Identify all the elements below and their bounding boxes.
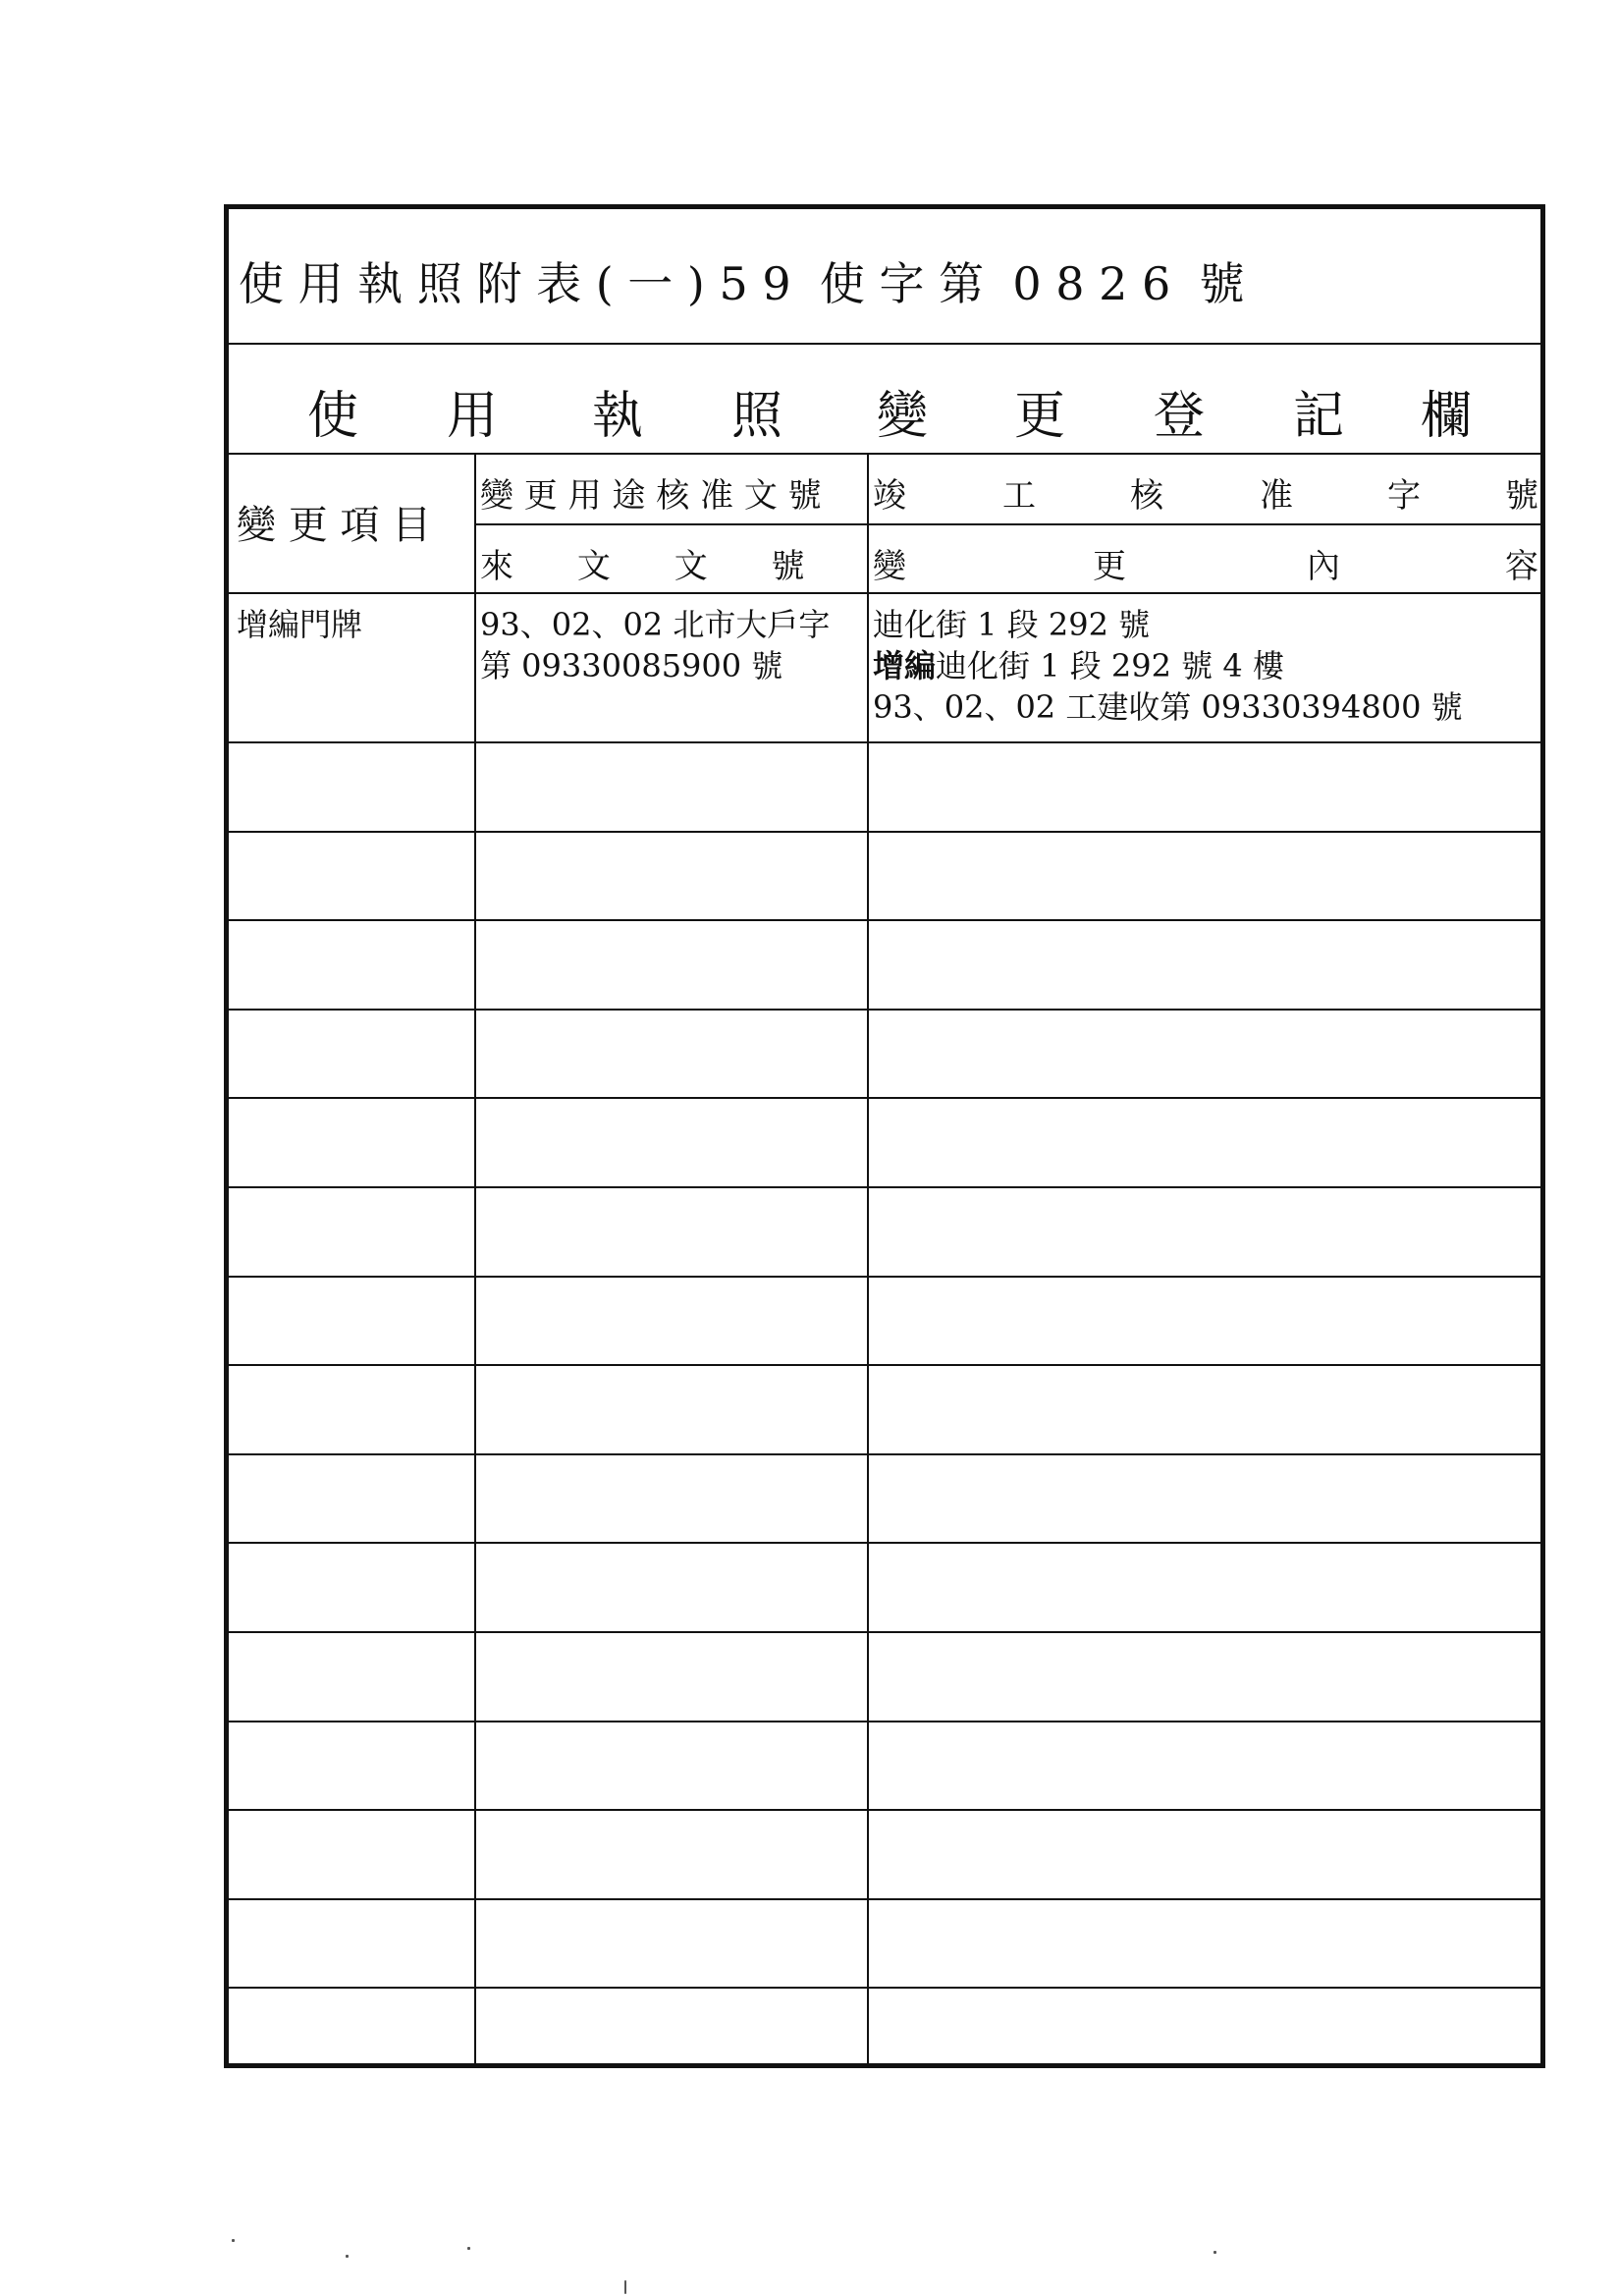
table-row (229, 1544, 1540, 1633)
added-label: 增編 (873, 647, 937, 684)
completion-number-header-char: 竣 (873, 476, 906, 516)
scan-speck (624, 2280, 626, 2294)
added-address: 迪化街 1 段 292 號 4 樓 (936, 647, 1284, 684)
completion-number-header-char: 核 (1130, 476, 1163, 516)
column-divider (867, 455, 869, 2068)
table-row (229, 1989, 1540, 2078)
completion-number-header-char: 准 (1260, 476, 1293, 516)
change-content-header-char: 變 (873, 547, 906, 586)
usage-license-form (224, 204, 1545, 2068)
table-row (229, 833, 1540, 922)
table-row (229, 1900, 1540, 1990)
table-row (229, 594, 1540, 743)
section-heading-char: 照 (731, 387, 783, 446)
table-row (229, 1278, 1540, 1367)
completion-number-header-char: 工 (1002, 476, 1036, 516)
change-item-header: 變 更 項 目 (237, 503, 432, 548)
completion-number-header-char: 字 (1387, 476, 1421, 516)
change-content-header-char: 內 (1307, 547, 1340, 586)
column-divider (474, 455, 476, 2068)
section-heading-char: 使 (307, 387, 359, 446)
section-heading-char: 執 (592, 387, 644, 446)
table-row (229, 921, 1540, 1011)
table-row (229, 1633, 1540, 1722)
scan-speck (232, 2239, 235, 2242)
section-heading-char: 用 (447, 387, 499, 446)
incoming-number-header: 來 文 文 號 (480, 547, 805, 586)
table-row (229, 1811, 1540, 1900)
change-content-line (873, 645, 1284, 686)
change-content-line: 迪化街 1 段 292 號 (873, 606, 1151, 643)
section-heading-char: 欄 (1421, 387, 1473, 446)
scan-speck (1214, 2251, 1216, 2254)
section-heading-char: 記 (1293, 387, 1345, 446)
form-title-row (229, 209, 1540, 345)
scan-speck (467, 2247, 470, 2250)
table-row (229, 743, 1540, 833)
change-content-header-char: 更 (1093, 547, 1126, 586)
document-number-line: 第 09330085900 號 (480, 647, 783, 684)
section-heading-char: 登 (1154, 387, 1206, 446)
table-row (229, 1099, 1540, 1188)
section-heading-char: 變 (877, 387, 929, 446)
form-title: 使 用 執 照 附 表 ( 一 ) 5 9 使 字 第 0 8 2 6 號 (239, 257, 1245, 310)
table-row (229, 1011, 1540, 1100)
scan-speck (346, 2255, 349, 2258)
completion-number-header-char: 號 (1505, 476, 1538, 516)
table-row (229, 1722, 1540, 1812)
table-row (229, 1455, 1540, 1545)
change-content-header-char: 容 (1505, 547, 1538, 586)
document-number-line: 93、02、02 北市大戶字 (480, 606, 831, 643)
section-heading-char: 更 (1014, 387, 1066, 446)
change-item-cell: 增編門牌 (237, 606, 363, 643)
table-row (229, 1188, 1540, 1278)
change-content-line: 93、02、02 工建收第 09330394800 號 (873, 688, 1463, 726)
table-row (229, 1366, 1540, 1455)
approval-number-header: 變 更 用 途 核 准 文 號 (480, 476, 822, 516)
section-heading-row (229, 345, 1540, 455)
